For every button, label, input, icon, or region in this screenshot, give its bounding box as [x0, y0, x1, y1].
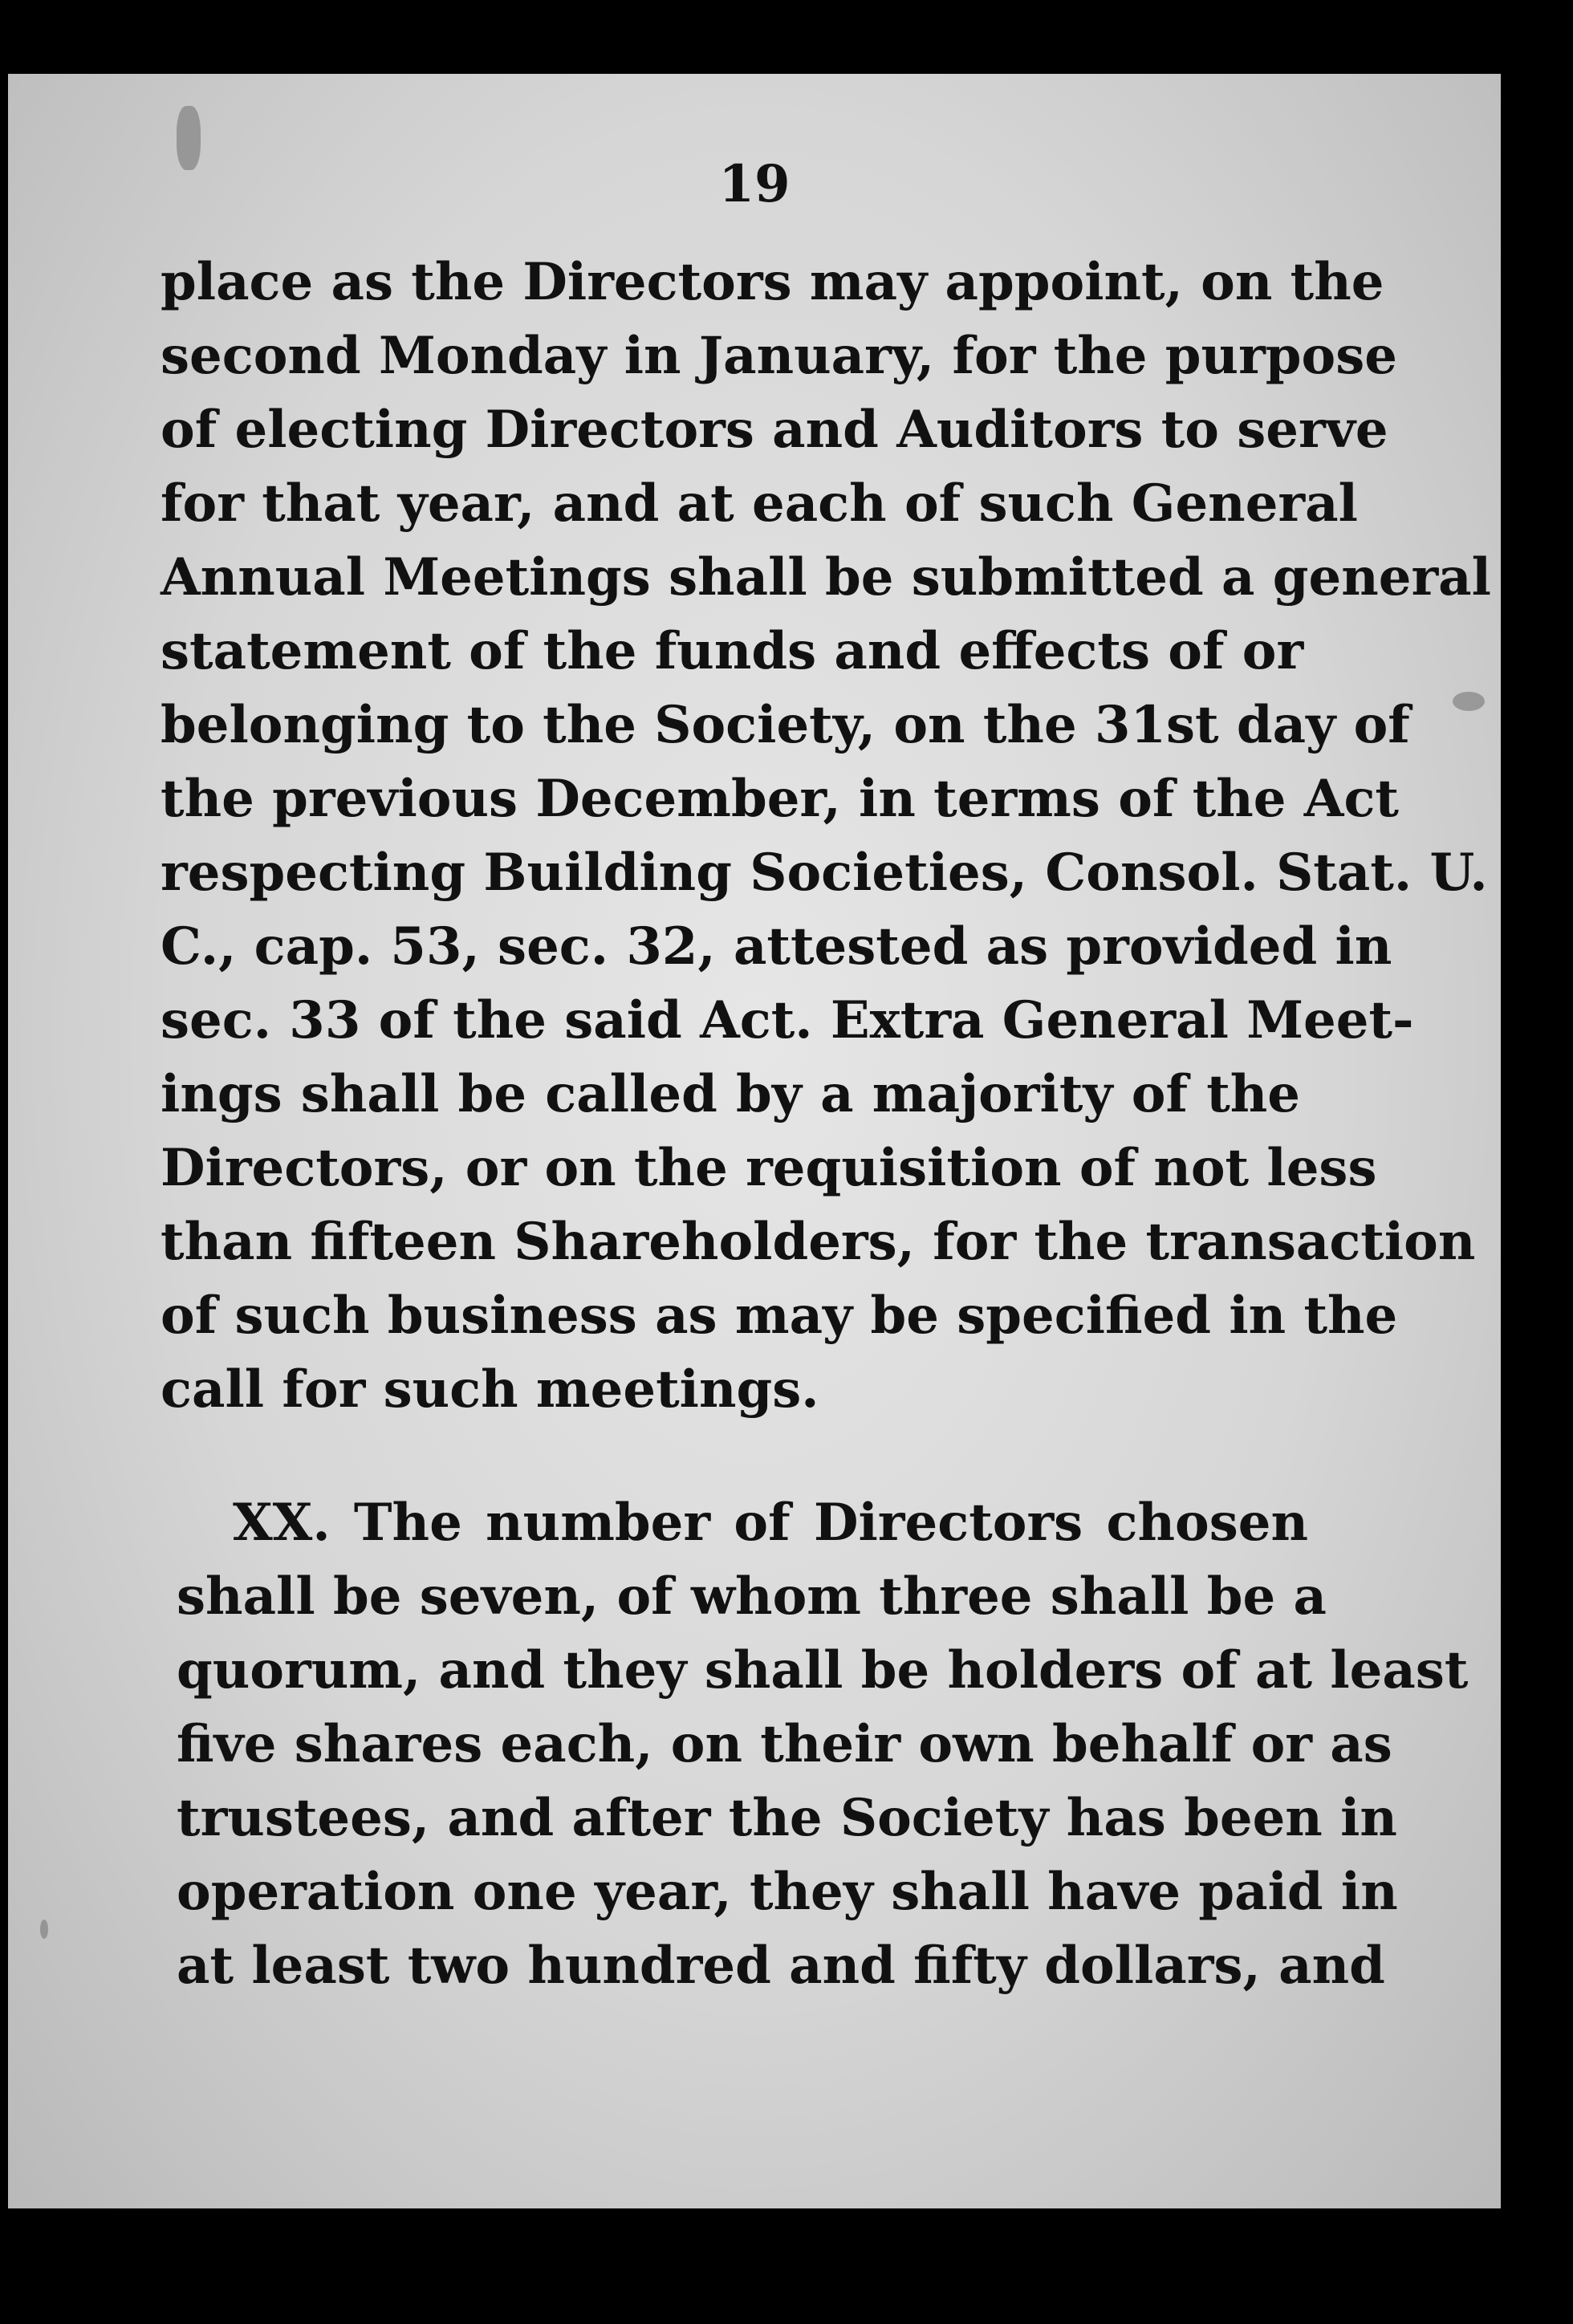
text-line: second Monday in January, for the purpose	[161, 326, 1397, 386]
text-line: trustees, and after the Society has been in	[177, 1788, 1397, 1848]
text-line: belonging to the Society, on the 31st day of	[161, 695, 1410, 755]
text-line	[177, 1486, 1308, 1560]
text-line: at least two hundred and fifty dollars, and	[177, 1936, 1385, 1996]
page-blemish	[40, 1920, 48, 1939]
text-line: shall be seven, of whom three shall be a	[177, 1566, 1327, 1627]
text-line: of such business as may be specified in the	[161, 1286, 1398, 1346]
text-line: operation one year, they shall have paid in	[177, 1862, 1398, 1922]
text-line: than fifteen Shareholders, for the transaction	[161, 1212, 1476, 1272]
text-line: of electing Directors and Auditors to serve	[161, 400, 1388, 460]
text-line: sec. 33 of the said Act. Extra General Meet-	[161, 990, 1414, 1050]
text-line: for that year, and at each of such General	[161, 473, 1358, 534]
section-line: XX. The number of Directors chosen	[233, 1493, 1308, 1553]
text-line: statement of the funds and effects of or	[161, 621, 1304, 681]
paragraph-1	[161, 246, 1491, 1427]
text-line: Directors, or on the requisition of not less	[161, 1138, 1377, 1198]
page-number: 19	[718, 154, 791, 214]
text-line: place as the Directors may appoint, on the	[161, 252, 1384, 312]
text-line: respecting Building Societies, Consol. Stat. U.	[161, 843, 1488, 903]
text-line: call for such meetings.	[161, 1359, 819, 1420]
text-line: quorum, and they shall be holders of at least	[177, 1640, 1469, 1700]
text-line: Annual Meetings shall be submitted a general	[161, 547, 1491, 607]
book-page	[8, 74, 1501, 2208]
page-blemish	[1453, 692, 1485, 711]
text-line: C., cap. 53, sec. 32, attested as provided in	[161, 916, 1392, 977]
text-line: the previous December, in terms of the Act	[161, 769, 1399, 829]
text-line: five shares each, on their own behalf or as	[177, 1714, 1392, 1774]
text-line: ings shall be called by a majority of the	[161, 1064, 1300, 1124]
paragraph-2	[177, 1486, 1469, 2003]
